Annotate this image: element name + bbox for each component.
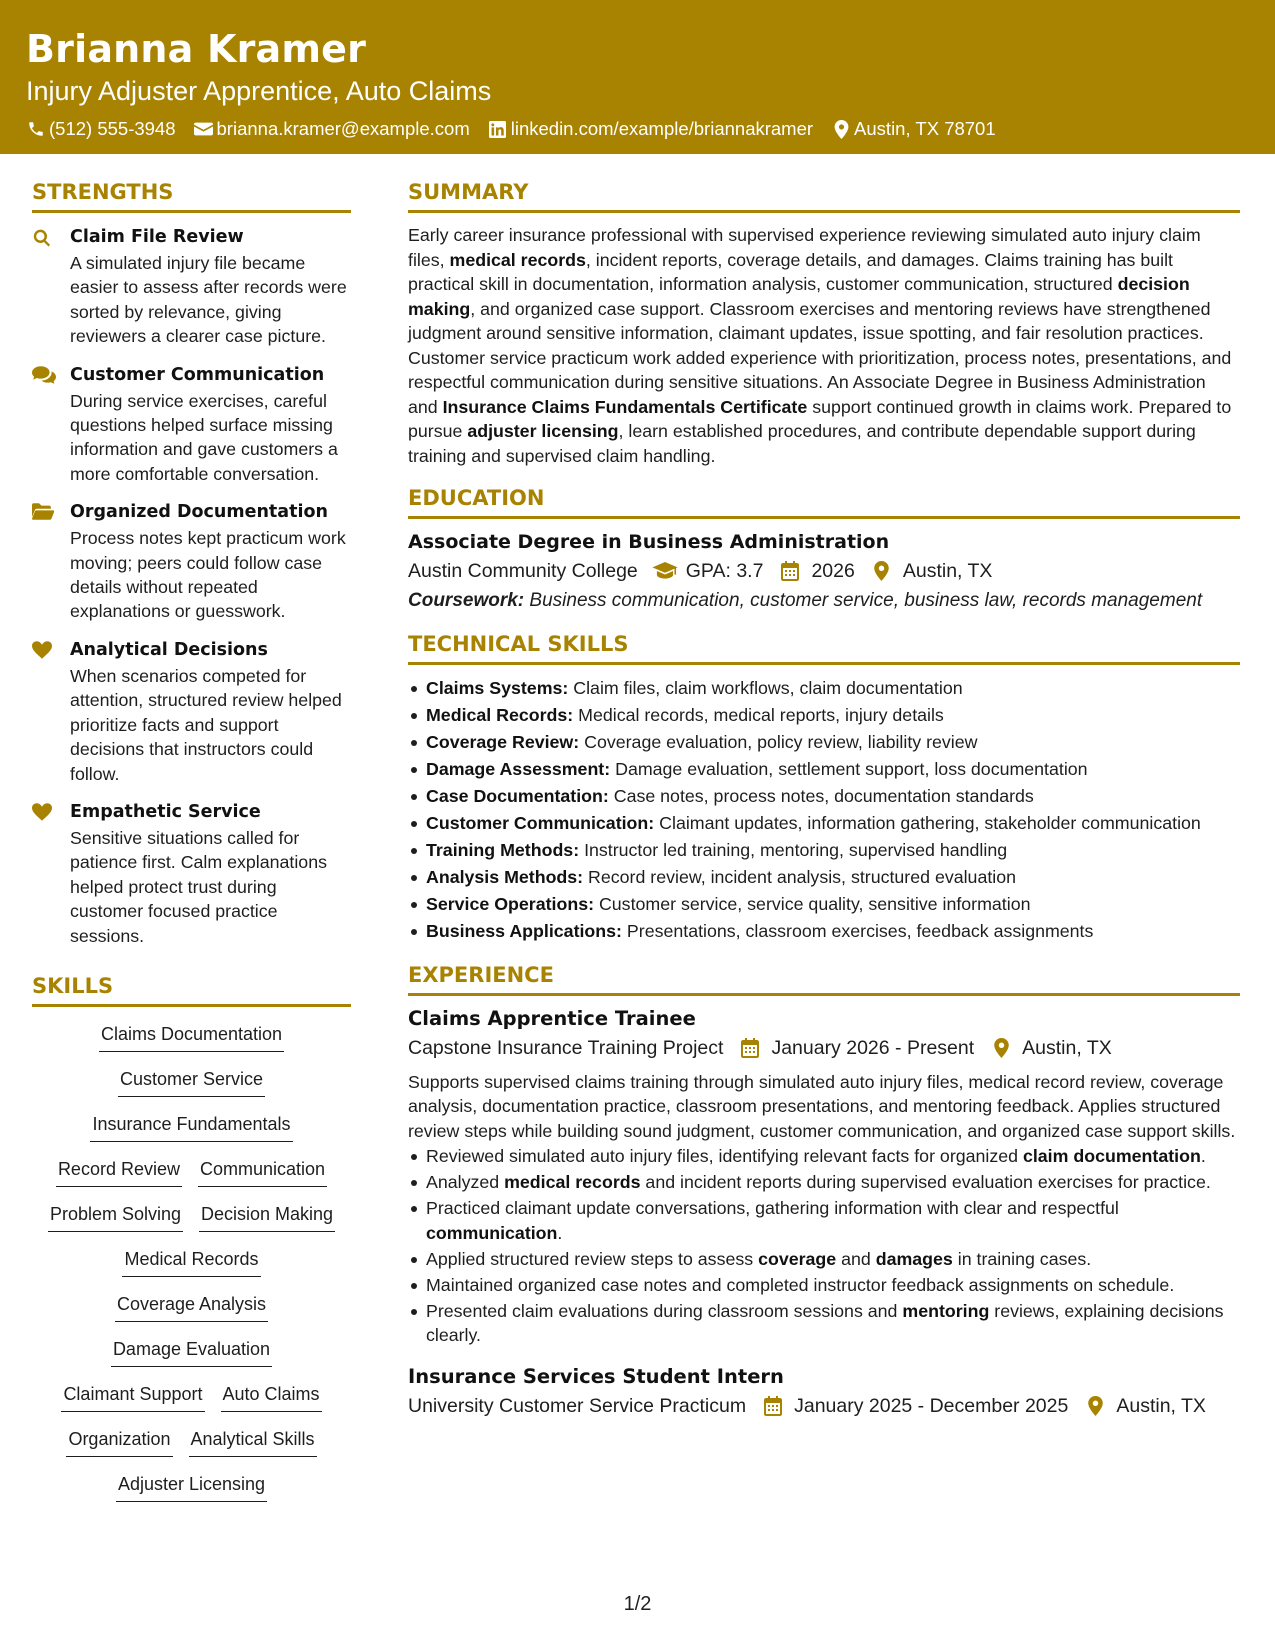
summary-section	[408, 178, 1240, 468]
strengths-heading: STRENGTHS	[32, 178, 351, 213]
strength-desc: Process notes kept practicum work moving; peers could follow case details without repeated explanations or guesswork.	[70, 528, 346, 622]
gpa-text: GPA: 3.7	[685, 560, 764, 582]
technical-skill-item	[408, 864, 1240, 891]
skill-tag: Claimant Support	[61, 1381, 204, 1412]
bullet-fragment: Analyzed	[426, 1172, 505, 1192]
summary-fragment: , and organized case support. Classroom exercises and mentoring reviews have strengthened judgment around sensitive information, claimant updates, issue spotting, and fair resolution practices. Customer service practicum work added experience with prioritization, process notes, presentations, and respectful communication during sensitive situations. An Associate Degree in Business Administration and	[408, 298, 1232, 417]
job-dates-item	[737, 1034, 974, 1062]
contact-location	[831, 117, 996, 141]
right-column	[408, 178, 1240, 1420]
summary-keyword: medical records	[449, 249, 586, 270]
strength-title: Empathetic Service	[70, 801, 261, 822]
calendar-icon	[737, 1037, 763, 1059]
candidate-name: Brianna Kramer	[26, 27, 367, 71]
bullet-keyword: communication	[426, 1222, 558, 1243]
experience-item	[408, 1364, 1240, 1420]
bullet-fragment: .	[1200, 1146, 1206, 1166]
candidate-title: Injury Adjuster Apprentice, Auto Claims	[26, 76, 492, 106]
school-location: Austin, TX	[902, 560, 993, 582]
coursework-label: Coursework:	[408, 590, 525, 611]
skills-heading: SKILLS	[32, 972, 351, 1007]
skill-row	[32, 1156, 351, 1189]
strength-desc: Sensitive situations called for patience first. Calm explanations helped protect trust during customer focused practice sessions.	[70, 827, 327, 946]
skills-list	[32, 1021, 351, 1504]
summary-text	[408, 223, 1240, 468]
skill-tag: Adjuster Licensing	[116, 1471, 267, 1502]
job-bullets	[408, 1144, 1240, 1348]
job-title: Insurance Services Student Intern	[408, 1364, 784, 1388]
technical-skills-heading: TECHNICAL SKILLS	[408, 630, 1240, 665]
skill-row	[32, 1291, 351, 1324]
job-title: Claims Apprentice Trainee	[408, 1006, 696, 1030]
strength-desc: During service exercises, careful questions helped surface missing information and gave customers a more comfortable conversation.	[70, 390, 338, 484]
technical-skill-label: Medical Records:	[426, 704, 574, 725]
bullet-fragment: .	[557, 1222, 563, 1243]
page-number: 1/2	[623, 1593, 652, 1615]
contact-phone[interactable]	[26, 117, 176, 141]
resume-header	[0, 0, 1275, 154]
skill-row	[32, 1066, 351, 1099]
contact-linkedin[interactable]	[488, 117, 813, 141]
strength-item	[32, 800, 351, 948]
phone-text: (512) 555-3948	[49, 118, 176, 139]
job-meta	[408, 1392, 1240, 1420]
strength-body	[70, 500, 351, 624]
graduation-year: 2026	[811, 560, 855, 582]
skill-tag: Communication	[198, 1156, 327, 1187]
technical-skill-text: Case notes, process notes, documentation standards	[608, 785, 1034, 806]
summary-fragment: , incident reports, coverage details, and damages. Claims training has built practical skill in documentation, information analysis, customer communication, structured	[408, 249, 1174, 294]
bullet-fragment: Reviewed simulated auto injury files, identifying relevant facts for organized	[426, 1146, 1023, 1166]
summary-keyword: Insurance Claims Fundamentals Certificate	[442, 396, 808, 417]
technical-skill-item	[408, 783, 1240, 810]
bullet-fragment: Applied structured review steps to assess	[426, 1248, 759, 1269]
skill-tag: Organization	[66, 1426, 172, 1457]
skill-tag: Problem Solving	[48, 1201, 183, 1232]
skill-tag: Insurance Fundamentals	[90, 1111, 292, 1142]
technical-skill-text: Presentations, classroom exercises, feedback assignments	[621, 920, 1094, 941]
technical-skill-item	[408, 891, 1240, 918]
edu-location-item	[869, 557, 993, 585]
coursework	[408, 589, 1240, 614]
bullet-fragment: reviews, explaining decisions clearly.	[426, 1300, 1224, 1345]
technical-skill-text: Claim files, claim workflows, claim documentation	[568, 677, 963, 698]
map-marker-icon	[1082, 1395, 1108, 1417]
skill-tag: Decision Making	[199, 1201, 335, 1232]
job-bullet	[408, 1170, 1240, 1195]
bullet-keyword: medical records	[504, 1172, 641, 1192]
skill-row	[32, 1471, 351, 1504]
strength-item	[32, 638, 351, 786]
technical-skills-section	[408, 630, 1240, 945]
job-description: Supports supervised claims training through simulated auto injury files, medical record review, coverage analysis, documentation practice, classroom presentations, and mentoring feedback. Applies structured review steps while building sound judgment, customer communication, and organized case support skills.	[408, 1071, 1236, 1141]
skill-row	[32, 1246, 351, 1279]
skill-row	[32, 1381, 351, 1414]
map-marker-icon	[988, 1037, 1014, 1059]
skill-tag: Medical Records	[122, 1246, 260, 1277]
calendar-icon	[760, 1395, 786, 1417]
job-location-item	[988, 1034, 1112, 1062]
experience-item	[408, 1006, 1240, 1348]
search-icon	[32, 225, 70, 349]
job-bullet	[408, 1196, 1240, 1245]
skill-tag: Record Review	[56, 1156, 182, 1187]
strength-body	[70, 363, 351, 487]
job-dates: January 2025 - December 2025	[794, 1394, 1069, 1417]
skill-tag: Analytical Skills	[189, 1426, 317, 1457]
comments-icon	[32, 363, 70, 487]
summary-fragment: , learn established procedures, and contribute dependable support during training and supervised claim handling.	[408, 421, 1196, 466]
map-marker-icon	[831, 119, 851, 139]
skill-row	[32, 1021, 351, 1054]
skill-tag: Coverage Analysis	[115, 1291, 268, 1322]
technical-skills-list	[408, 675, 1240, 945]
calendar-icon	[777, 560, 803, 582]
education-heading: EDUCATION	[408, 484, 1240, 519]
strength-item	[32, 500, 351, 624]
bullet-keyword: mentoring	[902, 1300, 990, 1321]
job-bullet	[408, 1144, 1240, 1169]
strengths-list	[32, 225, 351, 948]
map-marker-icon	[869, 560, 895, 582]
technical-skill-label: Claims Systems:	[426, 677, 569, 698]
summary-fragment: support continued growth in claims work. Prepared to pursue	[408, 396, 1232, 441]
job-bullet	[408, 1247, 1240, 1272]
graduation-cap-icon	[652, 560, 678, 582]
education-meta	[408, 557, 1240, 585]
linkedin-icon	[488, 119, 508, 139]
technical-skill-label: Analysis Methods:	[426, 866, 584, 887]
gpa-item	[652, 557, 764, 585]
strength-title: Organized Documentation	[70, 502, 328, 523]
strength-body	[70, 800, 351, 948]
contact-email[interactable]	[194, 117, 470, 141]
envelope-icon	[194, 119, 214, 139]
technical-skill-item	[408, 918, 1240, 945]
technical-skill-label: Case Documentation:	[426, 785, 609, 806]
skill-row	[32, 1336, 351, 1369]
technical-skill-text: Damage evaluation, settlement support, loss documentation	[610, 758, 1088, 779]
location-text: Austin, TX 78701	[854, 118, 996, 139]
contact-bar	[26, 117, 1249, 141]
edu-year-item	[777, 557, 854, 585]
skill-tag: Customer Service	[118, 1066, 265, 1097]
job-org: Capstone Insurance Training Project	[408, 1036, 724, 1059]
strength-body	[70, 225, 351, 349]
strength-body	[70, 638, 351, 786]
technical-skill-item	[408, 675, 1240, 702]
bullet-keyword: damages	[875, 1248, 953, 1269]
strength-title: Analytical Decisions	[70, 639, 268, 660]
email-text: brianna.kramer@example.com	[216, 118, 470, 139]
experience-section	[408, 961, 1240, 1420]
technical-skill-text: Instructor led training, mentoring, supervised handling	[579, 839, 1008, 860]
bullet-fragment: and	[836, 1248, 876, 1269]
folder-open-icon	[32, 500, 70, 624]
technical-skill-label: Training Methods:	[426, 839, 580, 860]
technical-skill-label: Coverage Review:	[426, 731, 580, 752]
experience-heading: EXPERIENCE	[408, 961, 1240, 996]
technical-skill-item	[408, 729, 1240, 756]
job-dates: January 2026 - Present	[771, 1036, 975, 1059]
technical-skill-label: Customer Communication:	[426, 812, 655, 833]
strength-title: Customer Communication	[70, 364, 325, 385]
skills-section	[32, 972, 351, 1504]
technical-skill-text: Record review, incident analysis, structured evaluation	[583, 866, 1017, 887]
strength-desc: A simulated injury file became easier to assess after records were sorted by relevance, giving reviewers a clearer case picture.	[70, 253, 347, 347]
summary-heading: SUMMARY	[408, 178, 1240, 213]
summary-fragment: Early career insurance professional with supervised experience reviewing simulated auto injury claim files,	[408, 225, 1201, 270]
heart-icon	[32, 638, 70, 786]
strength-title: Claim File Review	[70, 227, 244, 247]
skill-tag: Auto Claims	[221, 1381, 322, 1412]
technical-skill-item	[408, 756, 1240, 783]
education-section	[408, 484, 1240, 614]
degree-title: Associate Degree in Business Administration	[408, 531, 890, 553]
skill-row	[32, 1201, 351, 1234]
skill-tag: Damage Evaluation	[111, 1336, 272, 1367]
bullet-keyword: claim documentation	[1022, 1146, 1201, 1166]
bullet-fragment: Practiced claimant update conversations, gathering information with clear and respectful	[426, 1198, 1119, 1218]
bullet-fragment: and incident reports during supervised evaluation exercises for practice.	[640, 1172, 1211, 1192]
job-location: Austin, TX	[1022, 1036, 1112, 1059]
strength-desc: When scenarios competed for attention, structured review helped prioritize facts and support decisions that instructors could follow.	[70, 665, 342, 784]
summary-keyword: decision making	[408, 274, 1190, 319]
technical-skill-text: Customer service, service quality, sensitive information	[594, 893, 1031, 914]
job-bullet	[408, 1273, 1240, 1298]
skill-tag: Claims Documentation	[99, 1021, 284, 1052]
strength-item	[32, 225, 351, 349]
skill-row	[32, 1426, 351, 1459]
technical-skill-item	[408, 810, 1240, 837]
technical-skill-item	[408, 837, 1240, 864]
job-meta	[408, 1034, 1240, 1062]
coursework-text: Business communication, customer service, business law, records management	[524, 590, 1203, 611]
bullet-fragment: Presented claim evaluations during classroom sessions and	[426, 1300, 903, 1321]
job-location-item	[1082, 1392, 1206, 1420]
summary-keyword: adjuster licensing	[467, 421, 619, 441]
linkedin-text: linkedin.com/example/briannakramer	[510, 118, 814, 139]
strength-item	[32, 363, 351, 487]
technical-skill-item	[408, 702, 1240, 729]
technical-skill-label: Business Applications:	[426, 920, 622, 941]
job-location: Austin, TX	[1116, 1394, 1206, 1417]
bullet-fragment: in training cases.	[952, 1248, 1092, 1269]
phone-icon	[26, 119, 46, 139]
job-dates-item	[760, 1392, 1068, 1420]
bullet-keyword: coverage	[758, 1248, 837, 1269]
left-column	[32, 178, 351, 1516]
heart-icon	[32, 800, 70, 948]
skill-row	[32, 1111, 351, 1144]
technical-skill-label: Service Operations:	[426, 893, 595, 914]
job-org: University Customer Service Practicum	[408, 1394, 747, 1417]
bullet-fragment: Maintained organized case notes and completed instructor feedback assignments on schedule.	[426, 1274, 1175, 1295]
experience-list	[408, 1006, 1240, 1420]
technical-skill-text: Coverage evaluation, policy review, liability review	[579, 731, 978, 752]
technical-skill-text: Claimant updates, information gathering, stakeholder communication	[654, 812, 1201, 833]
school-name: Austin Community College	[408, 560, 638, 582]
technical-skill-label: Damage Assessment:	[426, 758, 611, 779]
job-bullet	[408, 1299, 1240, 1348]
technical-skill-text: Medical records, medical reports, injury details	[573, 704, 944, 725]
